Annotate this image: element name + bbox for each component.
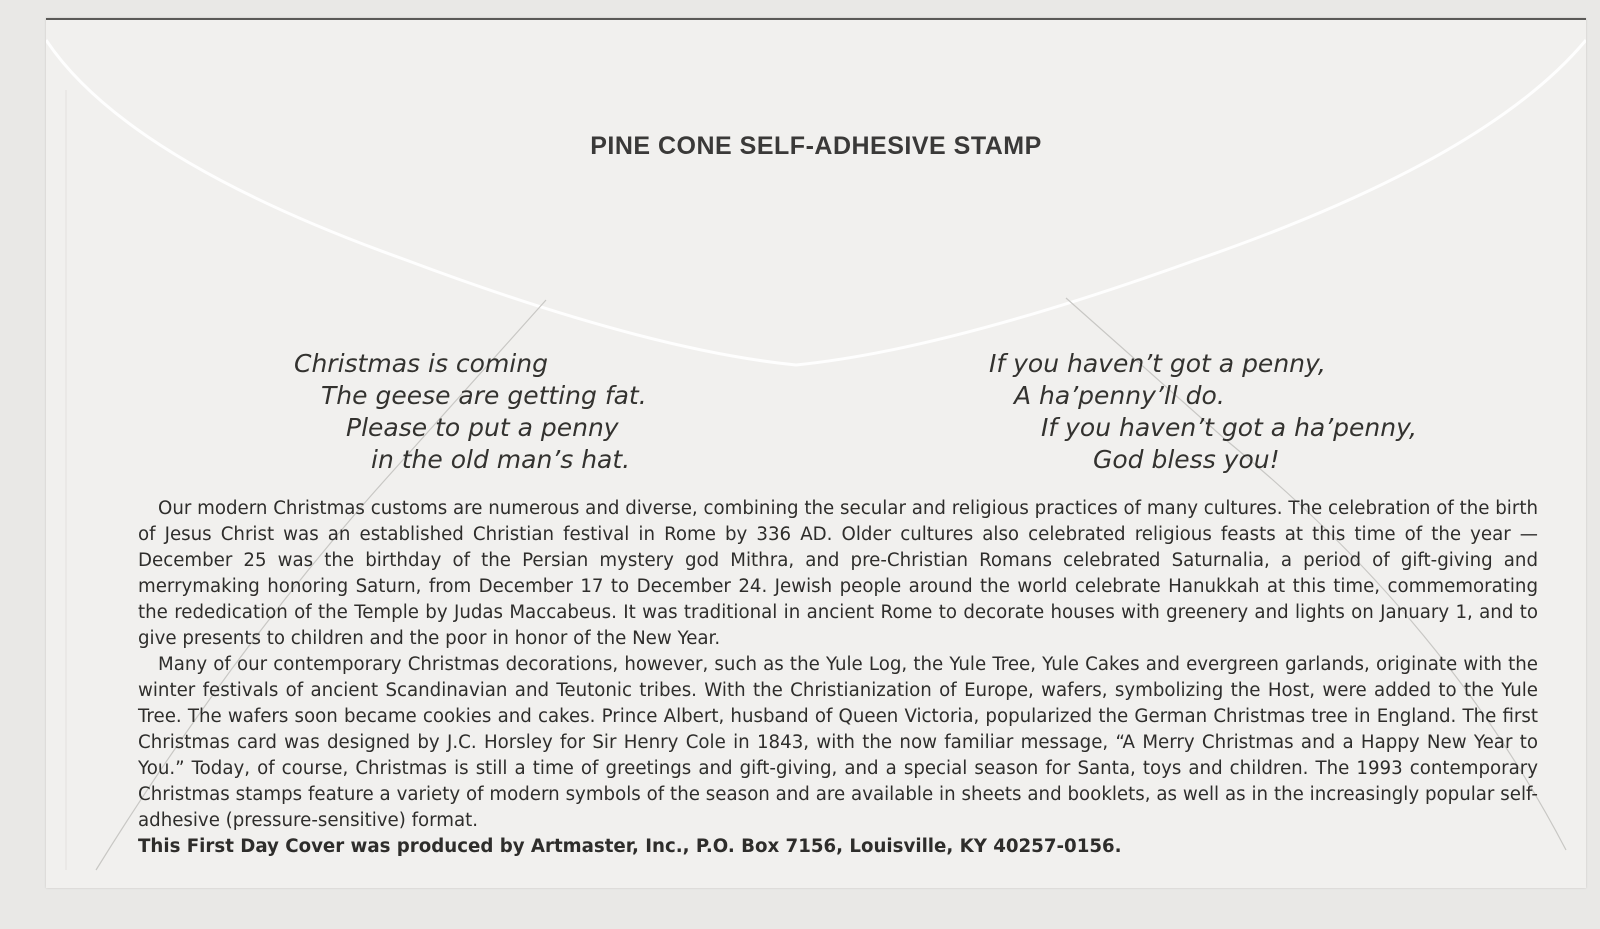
- history-paragraph-2: Many of our contemporary Christmas decorations, however, such as the Yule Log, the Yule Tree, Yule Cakes and evergreen garlands, originate with the winter festivals of ancient Scandinavian and Teutonic tribes. With the Christianization of Europe, wafers, symbolizing the Host, were added to the Yule Tree. The wafers soon became cookies and cakes. Prince Albert, husband of Queen Victoria, popularized the German Christmas tree in England. The first Christmas card was designed by J.C. Horsley for Sir Henry Cole in 1843, with the now familiar message, “A Merry Christmas and a Happy New Year to You.” Today, of course, Christmas is still a time of greetings and gift-giving, and a special season for Santa, toys and children. The 1993 contemporary Christmas stamps feature a variety of modern symbols of the season and are available in sheets and booklets, as well as in the increasingly popular self-adhesive (pressure-sensitive) format.: [138, 654, 1538, 831]
- cover-title: PINE CONE SELF-ADHESIVE STAMP: [590, 132, 1042, 160]
- poem-left-line-1: Christmas is coming: [294, 349, 548, 378]
- envelope-back: [46, 18, 1586, 888]
- producer-credit: This First Day Cover was produced by Artmaster, Inc., P.O. Box 7156, Louisville, KY 40257-0156.: [138, 836, 1122, 857]
- poem-right-line-2: A ha’penny’ll do.: [1014, 381, 1225, 410]
- poem-left-line-2: The geese are getting fat.: [321, 381, 647, 410]
- history-paragraph-1: Our modern Christmas customs are numerous and diverse, combining the secular and religious practices of many cultures. The celebration of the birth of Jesus Christ was an established Christian festival in Rome by 336 AD. Older cultures also celebrated religious feasts at this time of the year — December 25 was the birthday of the Persian mystery god Mithra, and pre-Christian Romans celebrated Saturnalia, a period of gift-giving and merrymaking honoring Saturn, from December 17 to December 24. Jewish people around the world celebrate Hanukkah at this time, commemorating the rededication of the Temple by Judas Maccabeus. It was traditional in ancient Rome to decorate houses with greenery and lights on January 1, and to give presents to children and the poor in honor of the New Year.: [138, 498, 1538, 649]
- poem-left-line-3: Please to put a penny: [346, 413, 619, 442]
- poem-right-line-1: If you haven’t got a penny,: [989, 349, 1326, 378]
- history-text: [138, 496, 1538, 860]
- poem-right: [989, 348, 1417, 476]
- poem-right-line-3: If you haven’t got a ha’penny,: [1041, 413, 1417, 442]
- poem-right-line-4: God bless you!: [1093, 445, 1280, 474]
- poem-left: [294, 348, 647, 476]
- poem-left-line-4: in the old man’s hat.: [371, 445, 631, 474]
